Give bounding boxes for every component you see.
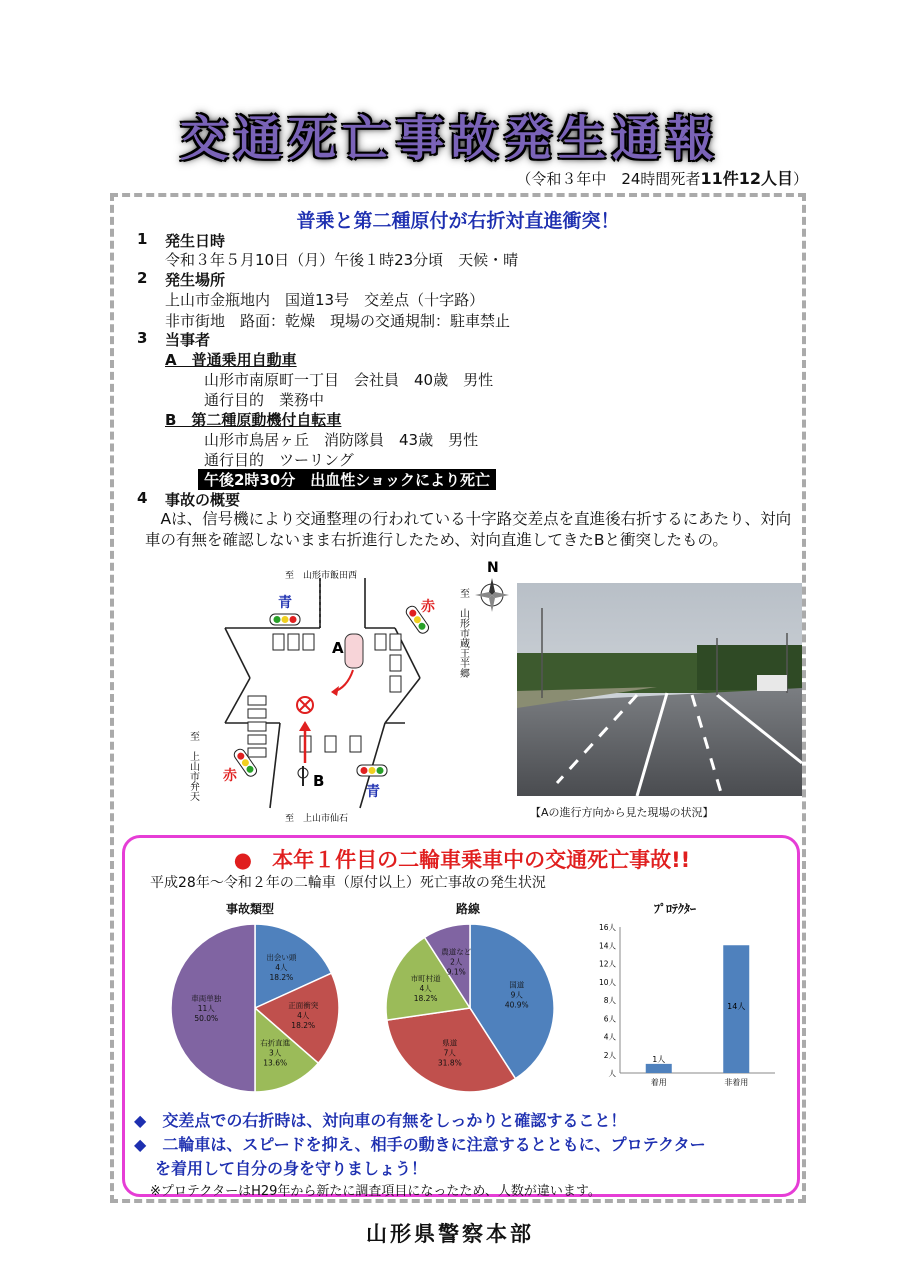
bar-0 <box>646 1064 672 1073</box>
road-slice-3-label-2: 9.1% <box>446 967 466 977</box>
pie-chart-accident-type <box>165 918 345 1098</box>
collision-icon <box>297 697 313 713</box>
section-1-text: 令和３年５月10日（月）午後１時23分頃 天候・晴 <box>165 251 519 269</box>
signal-label-bottom-left: 赤 <box>223 768 237 784</box>
bullet-dot-icon: ● <box>233 848 253 872</box>
type-slice-3-label-1: 11人 <box>197 1004 215 1013</box>
svg-text:至 上山市弁天: 至 上山市弁天 <box>187 731 199 801</box>
advice-2-cont: を着用して自分の身を守りましょう！ <box>155 1159 428 1178</box>
note: ※プロテクターはH29年から新たに調査項目になったため、人数が違います。 <box>150 1184 601 1199</box>
diamond-icon: ◆ <box>134 1135 147 1154</box>
bar-0-label: 1人 <box>652 1054 666 1064</box>
bar-ytick-0: 人 <box>608 1069 616 1078</box>
accident-summary: Aは、信号機により交通整理の行われている十字路交差点を直進後右折するにあたり、対向車の有無を確認しないまま右折進行したため、対向直進してきたBと衝突したもの。 <box>145 510 792 549</box>
road-slice-0-label-1: 9人 <box>510 990 523 1000</box>
car-a-icon <box>345 634 363 668</box>
pie-chart-road-type <box>380 918 560 1098</box>
bar-ytick-3: 6人 <box>603 1014 616 1024</box>
road-slice-1-label-1: 7人 <box>443 1048 456 1058</box>
road-slice-0-label-2: 40.9% <box>504 1000 529 1010</box>
bar-ytick-5: 10人 <box>598 977 616 987</box>
road-slice-2-label-2: 18.2% <box>413 993 438 1003</box>
page-title: 交通死亡事故発生通報 <box>179 111 720 167</box>
svg-text:至 山形市蔵王半郷: 至 山形市蔵王半郷 <box>457 588 469 678</box>
type-slice-1-label-1: 4人 <box>297 1011 310 1021</box>
road-label-bottom: 至 上山市仙石 <box>285 814 349 824</box>
road-slice-1-label-2: 31.8% <box>437 1058 462 1068</box>
road-slice-3-label-1: 2人 <box>450 957 463 967</box>
party-b-text-2: 通行目的 ツーリング <box>204 451 354 469</box>
road-label-left <box>188 731 200 802</box>
bar-ytick-4: 8人 <box>603 996 616 1005</box>
road-slice-3-label-0: 農道など <box>441 947 472 957</box>
party-b-text-1: 山形市鳥居ヶ丘 消防隊員 43歳 男性 <box>204 431 479 449</box>
type-slice-0-label-2: 18.2% <box>269 973 294 983</box>
road-slice-2-label-0: 市町村道 <box>410 973 441 983</box>
section-1-number: 1 <box>137 230 148 248</box>
bar-ytick-1: 2人 <box>603 1050 616 1060</box>
bar-category-1: 非着用 <box>724 1078 749 1087</box>
party-b-label: B 第二種原動機付自転車 <box>165 411 342 429</box>
type-slice-1-label-2: 18.2% <box>291 1021 316 1031</box>
section-4-number: 4 <box>137 489 148 507</box>
party-a-text-1: 山形市南原町一丁目 会社員 40歳 男性 <box>204 371 494 389</box>
bar-ytick-8: 16人 <box>598 923 616 932</box>
road-slice-0-label-0: 国道 <box>509 980 525 990</box>
type-slice-0-label-0: 出会い頭 <box>266 953 297 963</box>
road-label-right <box>458 588 470 679</box>
type-slice-0-label-1: 4人 <box>275 963 288 973</box>
section-3-title: 当事者 <box>165 331 211 349</box>
headline: 普乗と第二種原付が右折対直進衝突！ <box>296 210 620 232</box>
statistics-heading: ● 本年１件目の二輪車乗車中の交通死亡事故!! <box>233 848 691 872</box>
advice-2: ◆ 二輪車は、スピードを抑え、相手の動きに注意するとともに、プロテクター <box>134 1135 706 1154</box>
section-2-text-1: 上山市金瓶地内 国道13号 交差点（十字路） <box>165 291 485 309</box>
bar-chart-protector <box>585 915 785 1095</box>
road-slice-2-label-1: 4人 <box>419 983 432 993</box>
motorbike-b-icon <box>298 766 308 786</box>
section-1-title: 発生日時 <box>165 232 226 250</box>
signal-label-top-right: 赤 <box>421 599 435 615</box>
type-slice-3-label-2: 50.0% <box>194 1014 219 1023</box>
section-3-number: 3 <box>137 329 148 347</box>
section-2-text-2: 非市街地 路面：乾燥 現場の交通規制：駐車禁止 <box>165 312 511 330</box>
bar-ytick-2: 4人 <box>603 1032 616 1042</box>
chart-1-title: 事故類型 <box>225 902 274 916</box>
section-2-title: 発生場所 <box>165 271 226 289</box>
death-notice: 午後2時30分 出血性ショックにより死亡 <box>198 469 496 490</box>
label-a: A <box>332 639 344 657</box>
intersection-diagram <box>185 558 515 828</box>
party-a-text-2: 通行目的 業務中 <box>204 391 325 409</box>
scene-photo <box>517 583 802 796</box>
advice-1: ◆ 交差点での右折時は、対向車の有無をしっかりと確認すること！ <box>134 1111 627 1130</box>
signal-label-bottom-right: 青 <box>366 784 380 800</box>
section-4-title: 事故の概要 <box>165 491 241 509</box>
svg-text:N: N <box>487 560 499 576</box>
photo-caption: 【Aの進行方向から見た現場の状況】 <box>530 806 714 819</box>
diamond-icon: ◆ <box>134 1111 147 1130</box>
subtitle: （令和３年中 24時間死者11件12人目） <box>516 169 808 188</box>
signal-label-top-left: 青 <box>278 595 292 611</box>
bar-ytick-7: 14人 <box>598 941 616 951</box>
road-label-top: 至 山形市飯田西 <box>285 571 358 581</box>
bar-1-label: 14人 <box>727 1002 746 1012</box>
section-2-number: 2 <box>137 269 148 287</box>
chart-3-title: ﾌﾟﾛﾃｸﾀｰ <box>653 902 696 916</box>
type-slice-1-label-0: 正面衝突 <box>288 1001 319 1011</box>
type-slice-3-label-0: 車両単独 <box>191 994 222 1003</box>
bar-ytick-6: 12人 <box>598 959 616 969</box>
label-b: B <box>313 772 325 790</box>
traffic-light-top-left-icon <box>270 614 300 625</box>
traffic-light-bottom-right-icon <box>357 765 387 776</box>
party-a-label: A 普通乗用自動車 <box>165 351 297 369</box>
chart-2-title: 路線 <box>455 902 480 916</box>
type-slice-2-label-2: 13.6% <box>263 1058 288 1068</box>
footer-issuer: 山形県警察本部 <box>366 1222 534 1246</box>
north-compass-icon <box>475 560 509 612</box>
bar-category-0: 着用 <box>650 1078 667 1087</box>
statistics-subheading: 平成28年～令和２年の二輪車（原付以上）死亡事故の発生状況 <box>150 875 546 891</box>
type-slice-2-label-0: 右折直進 <box>260 1038 291 1048</box>
road-slice-1-label-0: 県道 <box>442 1038 458 1048</box>
type-slice-2-label-1: 3人 <box>269 1048 282 1058</box>
